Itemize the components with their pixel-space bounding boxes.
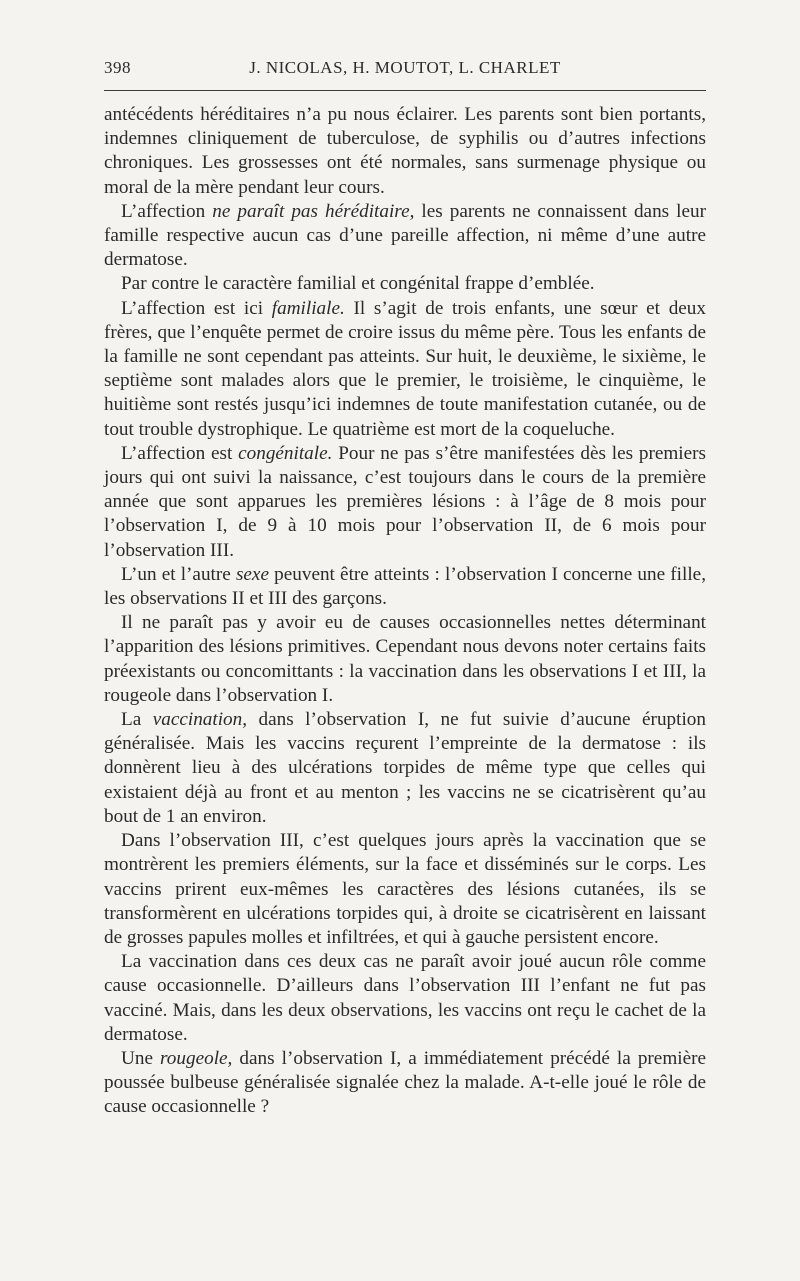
- text-run: Pour ne pas s’être manifestées dès les premiers jours qui ont suivi la naissance, c’est toujours dans le cours de la première année que sont apparues les premières lésions : à l’âge de 8 mois pour l’observation I, de 9 à 10 mois pour l’observation II, de 6 mois pour l’observation III.: [104, 442, 706, 561]
- text-run: dans l’observation I, ne fut suivie d’aucune éruption généralisée. Mais les vaccins reçurent l’empreinte de la dermatose : ils donnèrent lieu à des ulcérations torpides de même type que celles qui existaient déjà au front et au menton ; les vaccins ne se cicatrisèrent qu’au bout de 1 an environ.: [104, 709, 706, 827]
- running-head: J. NICOLAS, H. MOUTOT, L. CHARLET: [249, 58, 561, 77]
- paragraph: [104, 829, 706, 950]
- paragraph: [104, 200, 706, 273]
- text-run: Une: [121, 1047, 161, 1069]
- page-number: 398: [104, 58, 131, 77]
- body-text: [104, 103, 706, 1120]
- paragraph: [104, 708, 706, 829]
- emphasis: rougeole,: [160, 1047, 233, 1069]
- emphasis: vaccination,: [152, 709, 248, 731]
- text-run: peuvent être atteints : l’observation I concerne une fille, les observations II et III des garçons.: [104, 563, 706, 610]
- text-run: L’affection: [121, 200, 213, 222]
- text-run: La vaccination dans ces deux cas ne paraît avoir joué aucun rôle comme cause occasionnelle. D’ailleurs dans l’observation III l’enfant ne fut pas vacciné. Mais, dans les deux observations, les vaccins ont reçu le cachet de la dermatose.: [104, 951, 706, 1045]
- emphasis: congénitale.: [238, 442, 333, 464]
- text-run: dans l’observation I, a immédiatement précédé la première poussée bulbeuse généralisée signalée chez la malade. A-t-elle joué le rôle de cause occasionnelle ?: [104, 1047, 707, 1118]
- emphasis: ne paraît pas héréditaire,: [212, 200, 415, 222]
- text-run: antécédents héréditaires n’a pu nous éclairer. Les parents sont bien portants, indemnes cliniquement de tuberculose, de syphilis ou d’autres infections chroniques. Les grossesses ont été normales, sans surmenage physique ou moral de la mère pendant leur cours.: [104, 104, 706, 198]
- paragraph: [104, 103, 706, 200]
- text-run: L’un et l’autre: [121, 563, 236, 585]
- emphasis: familiale.: [271, 297, 345, 319]
- text-run: les parents ne connaissent dans leur famille respective aucun cas d’une pareille affection, ni même d’une autre dermatose.: [104, 200, 706, 271]
- paragraph: [104, 442, 706, 563]
- text-run: Il ne paraît pas y avoir eu de causes occasionnelles nettes déterminant l’apparition des lésions primitives. Cependant nous devons noter certains faits préexistants ou concomittants : la vaccination dans les observations I et III, la rougeole dans l’observation I.: [104, 612, 706, 706]
- paragraph: [104, 1047, 706, 1120]
- header-rule: [104, 90, 706, 91]
- text-run: Dans l’observation III, c’est quelques jours après la vaccination que se montrèrent les premiers éléments, sur la face et disséminés sur le corps. Les vaccins prirent eux-mêmes les caractères des lésions cutanées, ils se transformèrent en ulcérations torpides qui, à droite se cicatrisèrent en laissant de grosses papules molles et infiltrées, et qui à gauche persistent encore.: [104, 830, 706, 948]
- paragraph: [104, 611, 706, 708]
- text-run: L’affection est ici: [121, 297, 272, 319]
- paragraph: [104, 272, 706, 296]
- text-run: Par contre le caractère familial et congénital frappe d’emblée.: [121, 273, 595, 295]
- page-header: [104, 58, 706, 82]
- text-run: La: [121, 709, 153, 731]
- paragraph: [104, 297, 706, 442]
- paragraph: [104, 563, 706, 611]
- text-run: Il s’agit de trois enfants, une sœur et deux frères, que l’enquête permet de croire issus du même père. Tous les enfants de la famille ne sont cependant pas atteints. Sur huit, le deuxième, le sixième, le septième sont malades alors que le premier, le troisième, le cinquième, le huitième sont restés jusqu’ici indemnes de toute manifestation cutanée, ou de tout trouble dystrophique. Le quatrième est mort de la coqueluche.: [104, 297, 706, 440]
- paragraph: [104, 950, 706, 1047]
- emphasis: sexe: [235, 563, 269, 585]
- text-run: L’affection est: [121, 442, 239, 464]
